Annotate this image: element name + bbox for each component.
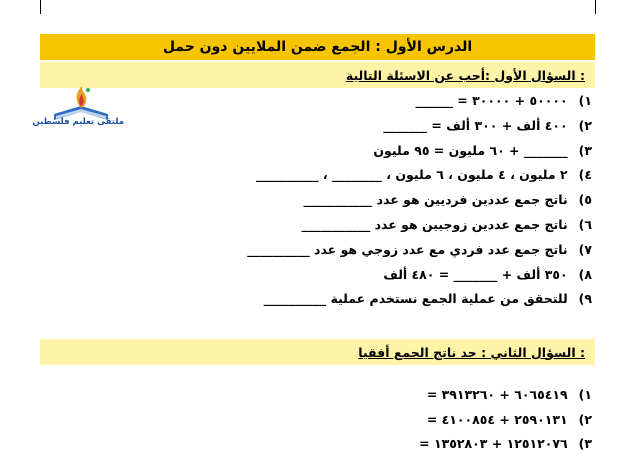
section1-question-6 (302, 217, 592, 232)
section2-question-3 (419, 436, 592, 451)
question-number: ٢) (578, 117, 592, 133)
section1-question-2 (383, 118, 592, 133)
question-text: للتحقق من عملية الجمع نستخدم عملية __________ (263, 291, 568, 307)
flame-icon (77, 86, 90, 108)
section2-question-2 (427, 412, 592, 427)
question-text: ١٢٥١٢٠٧٦ + ١٣٥٢٨٠٣ = (419, 436, 568, 451)
border-line-left (40, 0, 41, 14)
question-number: ٥) (578, 192, 592, 208)
question-text: ٢ مليون ، ٤ مليون ، ٦ مليون ، ________ ، __________ (255, 167, 568, 183)
question-text: ناتج جمع عددين فرديين هو عدد ___________ (303, 192, 568, 208)
question-number: ٩) (578, 291, 592, 307)
section1-question-9 (264, 291, 592, 306)
section1-title: السؤال الأول :أجب عن الاسئلة التالية : (345, 67, 585, 83)
section1-question-1 (415, 93, 592, 108)
question-text: ٣٥٠ ألف + _______ = ٤٨٠ ألف (383, 266, 568, 282)
question-number: ٧) (578, 241, 592, 257)
border-line-right (595, 0, 596, 14)
question-text: ٢٥٩٠١٣١ + ٤١٠٠٨٥٤ = (426, 411, 568, 427)
lesson-title-banner (40, 34, 595, 60)
section1-question-8 (383, 267, 592, 282)
question-text: ناتج جمع عددين زوجيين هو عدد ___________ (301, 217, 568, 232)
question-number: ١) (578, 387, 592, 402)
section2-header (40, 339, 595, 365)
logo-caption: ملتقى تعليم فلسطين (32, 117, 124, 127)
section1-question-4 (256, 167, 592, 182)
section1-question-7 (247, 242, 592, 257)
question-text: ٤٠٠ ألف + ٣٠٠ ألف = _______ (383, 117, 568, 133)
question-number: ٢) (578, 411, 592, 427)
section1-question-5 (304, 192, 592, 207)
section2-title: السؤال الثاني : جد ناتج الجمع أفقيا : (358, 344, 585, 360)
question-text: ناتج جمع عدد فردي مع عدد زوجي هو عدد __________ (247, 241, 568, 257)
lesson-title: الدرس الأول : الجمع ضمن الملايين دون حمل (162, 39, 473, 55)
question-text: ٦٠٦٥٤١٩ + ٣٩١٣٢٦٠ = (426, 387, 568, 402)
question-text: _______ + ٦٠ مليون = ٩٥ مليون (373, 142, 568, 158)
question-number: ٤) (578, 167, 592, 183)
question-number: ٦) (578, 217, 592, 232)
question-number: ١) (578, 93, 592, 108)
question-text: ٥٠٠٠٠ + ٣٠٠٠٠ = ______ (415, 93, 568, 108)
section2-question-1 (427, 387, 592, 402)
question-number: ٣) (578, 142, 592, 158)
question-number: ٣) (578, 436, 592, 451)
question-number: ٨) (578, 266, 592, 282)
section1-question-3 (373, 143, 592, 158)
